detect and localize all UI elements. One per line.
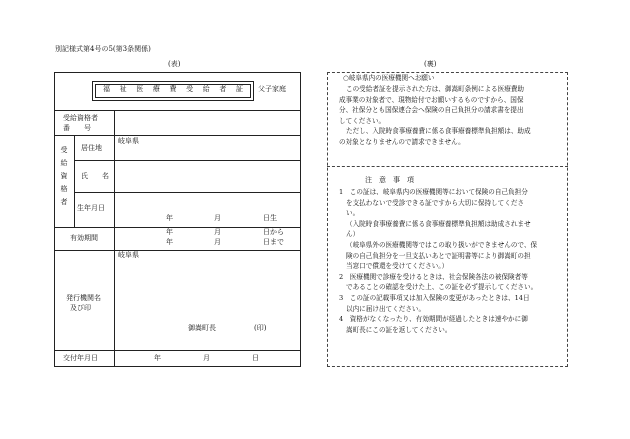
notice-title: ○岐阜県内の医療機関へお願い — [343, 74, 435, 82]
issue-month-unit: 月 — [203, 354, 210, 362]
issuer-label-1: 発行機関名 — [66, 294, 101, 302]
name-label: 氏 名 — [81, 172, 109, 180]
valid-from-year: 年 — [166, 228, 173, 236]
valid-to-day: 日まで — [263, 238, 284, 246]
valid-period-label: 有効期間 — [70, 234, 98, 242]
issue-date-label: 交付年月日 — [63, 354, 98, 362]
front-side-label: (表) — [168, 60, 181, 68]
birth-day-unit: 日生 — [263, 214, 277, 222]
issue-day-unit: 日 — [252, 354, 259, 362]
valid-to-year: 年 — [166, 238, 173, 246]
address-label: 居住地 — [81, 144, 102, 152]
birth-month-unit: 月 — [214, 214, 221, 222]
recipient-side-label: 受 給 資 格 者 — [60, 146, 68, 206]
id-number-label-1: 受給資格者 — [63, 114, 98, 122]
card-title: 福 祉 医 療 費 受 給 者 証 — [103, 85, 243, 93]
issuer-town-mayor: 御嵩町長 — [188, 324, 216, 332]
notes-text: 1 この証は、岐阜県内の医療機関等において保険の自己負担分 を支払わないで受診できる証ですから大切に保持してくださ い。 （入院時食事療養費に係る食事療養標準負担額は助成されませ ん） （岐阜県外の医療機関等ではこの取り扱いができませんので、保 険の自己負担分を一旦支払いあとで証明書等により御嵩町の担 当窓口で償還を受けてください。） 2 医療機関で診療を受けるときは、社会保険各法の被保険者等 であることの確認を受けた上、この証を必ず提示してください。 3 この証の記載事項又は加入保険の変更があったときは、14日 以内に届け出てください。 4 資格がなくなったり、有効期間が経過したときは速やかに御 嵩町長にこの証を返してください。 — [339, 188, 538, 334]
title-box — [92, 81, 254, 101]
valid-from-day: 日から — [263, 228, 284, 236]
issuer-prefecture: 岐阜県 — [118, 251, 139, 259]
notice-text: この受給者証を提示された方は、御嵩町条例による医療費助 成事業の対象者で、現物給付でお願いするものですから、国保 分、社保分とも国保連合会へ保険の自己負担分の請求書を提出 してください。 ただし、入院時食事療養費に係る食事療養標準負担額は、助成 の対象となりませんので請求できません。 — [339, 85, 531, 146]
form-number-title: 別記様式第4号の5(第3条関係) — [55, 45, 151, 53]
front-card — [54, 72, 301, 367]
seal-mark: (印) — [254, 324, 267, 332]
valid-from-month: 月 — [214, 228, 221, 236]
birth-year-unit: 年 — [166, 214, 173, 222]
issue-year-unit: 年 — [154, 354, 161, 362]
birth-date-label: 生年月日 — [77, 204, 105, 212]
id-number-label-2: 番 号 — [63, 124, 91, 132]
address-prefecture: 岐阜県 — [118, 137, 139, 145]
back-side-label: (裏) — [424, 60, 437, 68]
category-label: 父子家庭 — [258, 85, 286, 93]
issuer-label-2: 及び印 — [70, 304, 91, 312]
valid-to-month: 月 — [214, 238, 221, 246]
back-card — [327, 72, 568, 367]
notes-title: 注 意 事 項 — [365, 176, 414, 184]
